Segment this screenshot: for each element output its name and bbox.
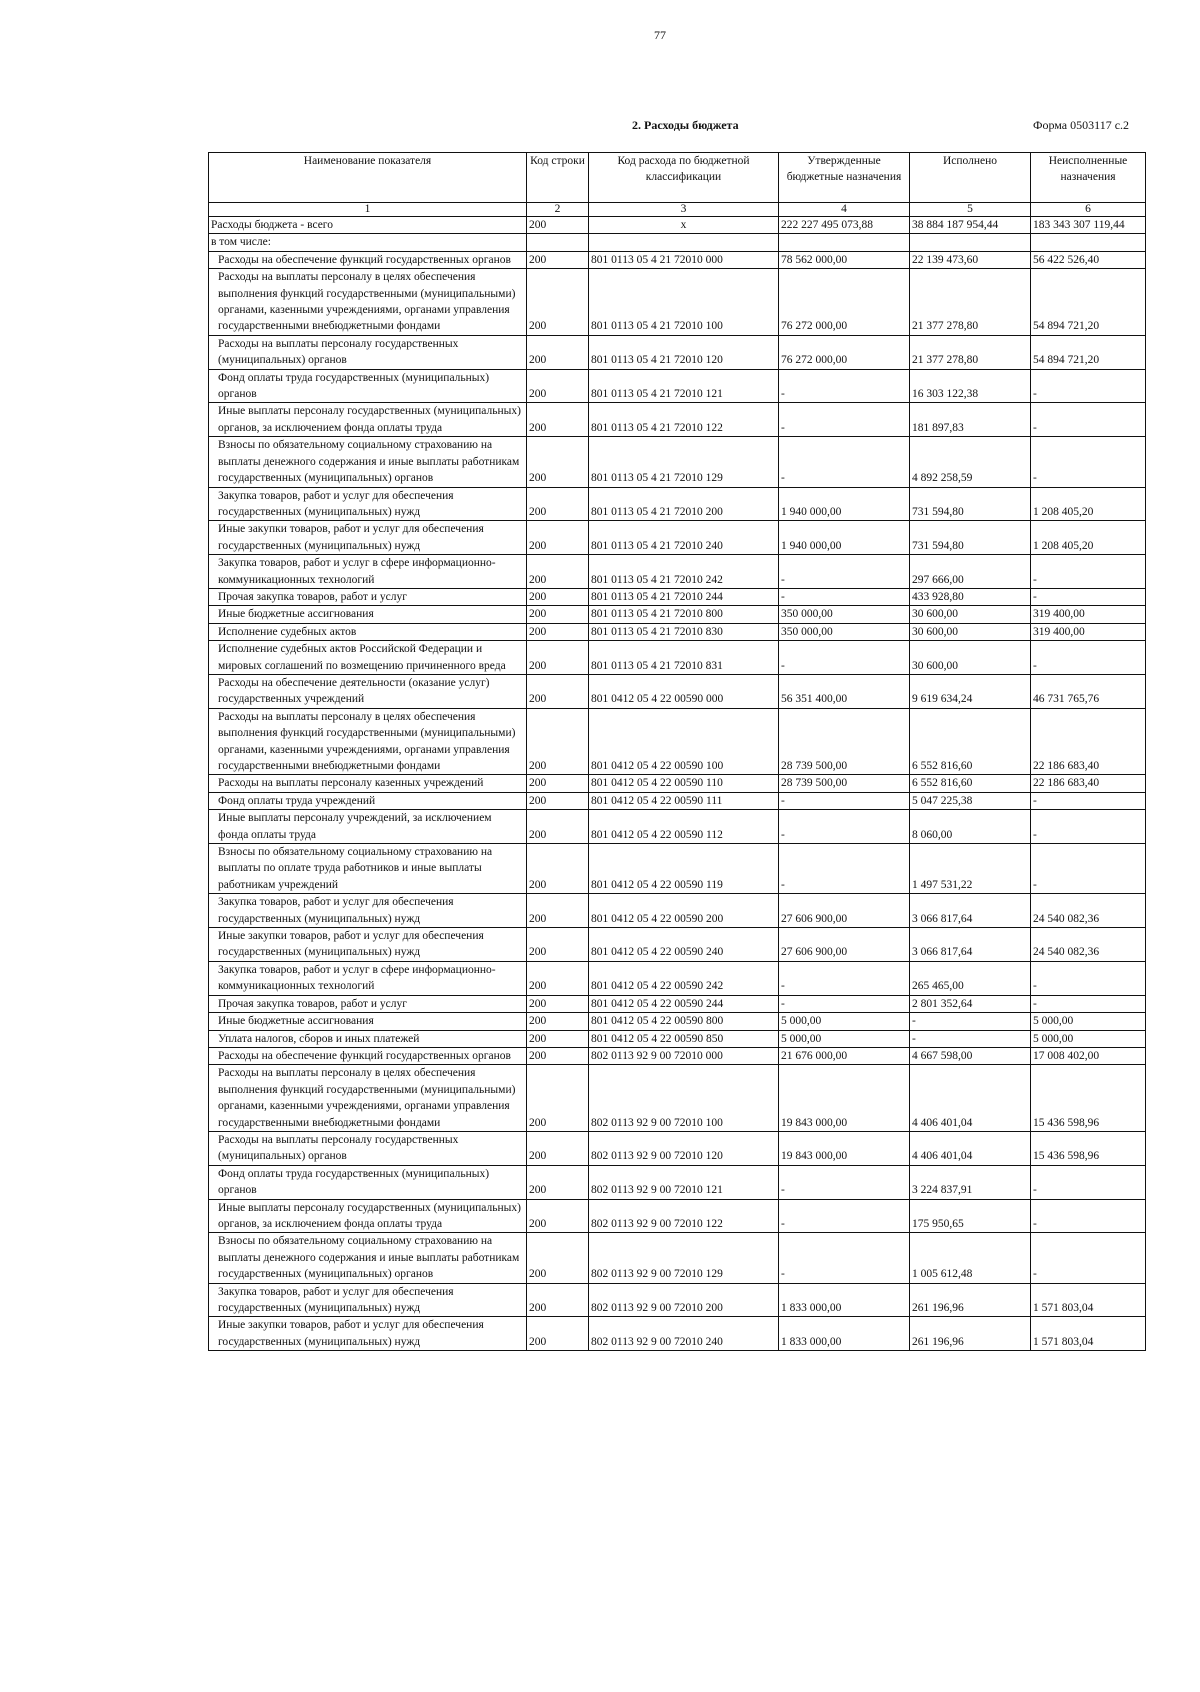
row-executed: 30 600,00: [910, 606, 1031, 623]
row-executed: 261 196,96: [910, 1283, 1031, 1317]
table-row: [209, 1317, 1146, 1351]
row-approved: 78 562 000,00: [779, 251, 910, 268]
row-kbk: 801 0113 05 4 21 72010 242: [589, 555, 779, 589]
row-code: 200: [527, 708, 589, 775]
row-code: 200: [527, 792, 589, 809]
row-unexecuted: 1 571 803,04: [1031, 1283, 1146, 1317]
row-executed: 5 047 225,38: [910, 792, 1031, 809]
row-code: 200: [527, 1283, 589, 1317]
row-executed: 175 950,65: [910, 1199, 1031, 1233]
row-executed: 30 600,00: [910, 623, 1031, 640]
row-approved: 27 606 900,00: [779, 928, 910, 962]
row-kbk: 801 0412 05 4 22 00590 200: [589, 894, 779, 928]
row-code: 200: [527, 928, 589, 962]
row-unexecuted: -: [1031, 555, 1146, 589]
row-name: Закупка товаров, работ и услуг для обеспечения государственных (муниципальных) нужд: [209, 894, 527, 928]
row-code: 200: [527, 217, 589, 234]
row-unexecuted: -: [1031, 995, 1146, 1012]
header-executed: Исполнено: [910, 153, 1031, 203]
subtitle-row: [209, 234, 1146, 251]
row-kbk: 801 0412 05 4 22 00590 242: [589, 961, 779, 995]
row-code: 200: [527, 369, 589, 403]
row-name: Исполнение судебных актов: [209, 623, 527, 640]
row-code: 200: [527, 1065, 589, 1132]
table-row: [209, 606, 1146, 623]
row-executed: 16 303 122,38: [910, 369, 1031, 403]
row-name: Расходы на выплаты персоналу в целях обеспечения выполнения функций государственными (муниципальными) органами, казенными учреждениями, органами управления государственными внебюджетными фондами: [209, 1065, 527, 1132]
row-name: Иные бюджетные ассигнования: [209, 1013, 527, 1030]
row-kbk: 802 0113 92 9 00 72010 122: [589, 1199, 779, 1233]
table-row: [209, 894, 1146, 928]
row-code: 200: [527, 674, 589, 708]
row-name: Иные закупки товаров, работ и услуг для обеспечения государственных (муниципальных) нужд: [209, 1317, 527, 1351]
table-row: [209, 403, 1146, 437]
table-row: [209, 961, 1146, 995]
row-approved: -: [779, 403, 910, 437]
row-unexecuted: 56 422 526,40: [1031, 251, 1146, 268]
row-approved: 350 000,00: [779, 606, 910, 623]
row-code: 200: [527, 641, 589, 675]
row-executed: 38 884 187 954,44: [910, 217, 1031, 234]
row-name: Прочая закупка товаров, работ и услуг: [209, 995, 527, 1012]
row-approved: 56 351 400,00: [779, 674, 910, 708]
row-kbk: 801 0113 05 4 21 72010 100: [589, 269, 779, 336]
row-executed: 297 666,00: [910, 555, 1031, 589]
row-executed: 8 060,00: [910, 810, 1031, 844]
row-executed: 731 594,80: [910, 487, 1031, 521]
table-row: [209, 1030, 1146, 1047]
row-kbk: 801 0113 05 4 21 72010 240: [589, 521, 779, 555]
row-code: 200: [527, 894, 589, 928]
row-executed: 6 552 816,60: [910, 708, 1031, 775]
row-approved: -: [779, 961, 910, 995]
row-kbk: 801 0412 05 4 22 00590 111: [589, 792, 779, 809]
row-name: Расходы на выплаты персоналу казенных учреждений: [209, 775, 527, 792]
row-executed: 1 497 531,22: [910, 844, 1031, 894]
table-row: [209, 369, 1146, 403]
row-name: Взносы по обязательному социальному страхованию на выплаты денежного содержания и иные выплаты работникам государственных (муниципальных) органов: [209, 437, 527, 487]
row-kbk: 802 0113 92 9 00 72010 200: [589, 1283, 779, 1317]
row-name: Закупка товаров, работ и услуг в сфере информационно-коммуникационных технологий: [209, 555, 527, 589]
row-unexecuted: -: [1031, 437, 1146, 487]
row-name: Расходы на выплаты персоналу в целях обеспечения выполнения функций государственными (муниципальными) органами, казенными учреждениями, органами управления государственными внебюджетными фондами: [209, 269, 527, 336]
row-approved: 222 227 495 073,88: [779, 217, 910, 234]
row-unexecuted: 24 540 082,36: [1031, 894, 1146, 928]
row-executed: 433 928,80: [910, 588, 1031, 605]
row-unexecuted: 319 400,00: [1031, 623, 1146, 640]
row-kbk: 801 0113 05 4 21 72010 000: [589, 251, 779, 268]
row-executed: 9 619 634,24: [910, 674, 1031, 708]
row-name: Иные выплаты персоналу государственных (муниципальных) органов, за исключением фонда оплаты труда: [209, 403, 527, 437]
table-row: [209, 1165, 1146, 1199]
row-name: Расходы на выплаты персоналу государственных (муниципальных) органов: [209, 1131, 527, 1165]
row-executed: 261 196,96: [910, 1317, 1031, 1351]
row-kbk: 802 0113 92 9 00 72010 100: [589, 1065, 779, 1132]
row-code: 200: [527, 269, 589, 336]
row-name: Иные выплаты персоналу учреждений, за исключением фонда оплаты труда: [209, 810, 527, 844]
row-unexecuted: -: [1031, 1165, 1146, 1199]
row-code: 200: [527, 1233, 589, 1283]
row-code: 200: [527, 623, 589, 640]
row-name: Расходы на обеспечение функций государственных органов: [209, 251, 527, 268]
row-executed: 181 897,83: [910, 403, 1031, 437]
row-approved: 19 843 000,00: [779, 1131, 910, 1165]
row-code: 200: [527, 961, 589, 995]
row-approved: 350 000,00: [779, 623, 910, 640]
table-row: [209, 437, 1146, 487]
row-approved: 1 940 000,00: [779, 487, 910, 521]
row-name: Взносы по обязательному социальному страхованию на выплаты по оплате труда работников и иные выплаты работникам учреждений: [209, 844, 527, 894]
row-approved: -: [779, 810, 910, 844]
row-code: 200: [527, 251, 589, 268]
row-approved: 1 833 000,00: [779, 1317, 910, 1351]
row-approved: -: [779, 995, 910, 1012]
row-executed: 731 594,80: [910, 521, 1031, 555]
row-executed: 6 552 816,60: [910, 775, 1031, 792]
row-approved: -: [779, 1233, 910, 1283]
row-name: Закупка товаров, работ и услуг для обеспечения государственных (муниципальных) нужд: [209, 487, 527, 521]
row-kbk: 801 0113 05 4 21 72010 831: [589, 641, 779, 675]
row-kbk: 801 0412 05 4 22 00590 110: [589, 775, 779, 792]
row-approved: -: [779, 1199, 910, 1233]
row-unexecuted: 17 008 402,00: [1031, 1047, 1146, 1064]
row-code: 200: [527, 606, 589, 623]
row-kbk: 801 0113 05 4 21 72010 129: [589, 437, 779, 487]
header-approved: Утвержденные бюджетные назначения: [779, 153, 910, 203]
row-code: 200: [527, 1317, 589, 1351]
expenses-table: [208, 152, 1146, 1351]
table-row: [209, 674, 1146, 708]
row-approved: -: [779, 369, 910, 403]
table-row: [209, 335, 1146, 369]
row-unexecuted: -: [1031, 961, 1146, 995]
row-approved: 28 739 500,00: [779, 708, 910, 775]
table-row: [209, 1131, 1146, 1165]
row-approved: 76 272 000,00: [779, 335, 910, 369]
row-code: 200: [527, 1165, 589, 1199]
row-code: 200: [527, 1013, 589, 1030]
row-kbk: 801 0412 05 4 22 00590 100: [589, 708, 779, 775]
row-unexecuted: 24 540 082,36: [1031, 928, 1146, 962]
row-approved: -: [779, 844, 910, 894]
row-name: Закупка товаров, работ и услуг для обеспечения государственных (муниципальных) нужд: [209, 1283, 527, 1317]
row-name: Иные закупки товаров, работ и услуг для обеспечения государственных (муниципальных) нужд: [209, 928, 527, 962]
row-unexecuted: 15 436 598,96: [1031, 1131, 1146, 1165]
row-code: 200: [527, 335, 589, 369]
row-name: Расходы бюджета - всего: [209, 217, 527, 234]
row-kbk: 802 0113 92 9 00 72010 120: [589, 1131, 779, 1165]
row-code: 200: [527, 437, 589, 487]
row-approved: 1 940 000,00: [779, 521, 910, 555]
table-row: [209, 1233, 1146, 1283]
row-name: Взносы по обязательному социальному страхованию на выплаты денежного содержания и иные выплаты работникам государственных (муниципальных) органов: [209, 1233, 527, 1283]
row-unexecuted: 5 000,00: [1031, 1030, 1146, 1047]
row-code: 200: [527, 403, 589, 437]
row-executed: 4 892 258,59: [910, 437, 1031, 487]
row-executed: 3 066 817,64: [910, 928, 1031, 962]
row-executed: 22 139 473,60: [910, 251, 1031, 268]
row-name: Прочая закупка товаров, работ и услуг: [209, 588, 527, 605]
row-unexecuted: 319 400,00: [1031, 606, 1146, 623]
row-kbk: 801 0113 05 4 21 72010 830: [589, 623, 779, 640]
row-kbk: x: [589, 217, 779, 234]
row-kbk: 801 0113 05 4 21 72010 120: [589, 335, 779, 369]
row-unexecuted: -: [1031, 1199, 1146, 1233]
row-unexecuted: 46 731 765,76: [1031, 674, 1146, 708]
col-number: 3: [589, 203, 779, 217]
row-name: Фонд оплаты труда государственных (муниципальных) органов: [209, 369, 527, 403]
row-unexecuted: -: [1031, 588, 1146, 605]
row-kbk: 801 0113 05 4 21 72010 800: [589, 606, 779, 623]
row-code: 200: [527, 995, 589, 1012]
row-approved: 19 843 000,00: [779, 1065, 910, 1132]
row-approved: -: [779, 437, 910, 487]
row-approved: -: [779, 588, 910, 605]
row-code: 200: [527, 487, 589, 521]
row-name: Расходы на выплаты персоналу государственных (муниципальных) органов: [209, 335, 527, 369]
row-name: Фонд оплаты труда учреждений: [209, 792, 527, 809]
table-row: [209, 844, 1146, 894]
row-unexecuted: 183 343 307 119,44: [1031, 217, 1146, 234]
table-row: [209, 641, 1146, 675]
row-kbk: 802 0113 92 9 00 72010 000: [589, 1047, 779, 1064]
row-name: Фонд оплаты труда государственных (муниципальных) органов: [209, 1165, 527, 1199]
row-unexecuted: -: [1031, 641, 1146, 675]
row-unexecuted: -: [1031, 792, 1146, 809]
row-kbk: 802 0113 92 9 00 72010 240: [589, 1317, 779, 1351]
row-name: Расходы на обеспечение функций государственных органов: [209, 1047, 527, 1064]
row-unexecuted: 1 208 405,20: [1031, 521, 1146, 555]
row-approved: 76 272 000,00: [779, 269, 910, 336]
row-unexecuted: -: [1031, 403, 1146, 437]
row-unexecuted: -: [1031, 369, 1146, 403]
row-unexecuted: 5 000,00: [1031, 1013, 1146, 1030]
form-label: Форма 0503117 с.2: [1033, 118, 1130, 132]
row-approved: 5 000,00: [779, 1030, 910, 1047]
row-kbk: 802 0113 92 9 00 72010 129: [589, 1233, 779, 1283]
row-executed: 3 224 837,91: [910, 1165, 1031, 1199]
row-approved: -: [779, 641, 910, 675]
row-unexecuted: 54 894 721,20: [1031, 335, 1146, 369]
row-kbk: 801 0412 05 4 22 00590 244: [589, 995, 779, 1012]
table-row: [209, 1065, 1146, 1132]
row-kbk: 801 0113 05 4 21 72010 121: [589, 369, 779, 403]
row-code: 200: [527, 1047, 589, 1064]
row-unexecuted: 1 571 803,04: [1031, 1317, 1146, 1351]
col-number: 1: [209, 203, 527, 217]
row-unexecuted: 1 208 405,20: [1031, 487, 1146, 521]
header-kbk: Код расхода по бюджетной классификации: [589, 153, 779, 203]
row-executed: 4 406 401,04: [910, 1131, 1031, 1165]
table-row: [209, 1013, 1146, 1030]
row-kbk: 802 0113 92 9 00 72010 121: [589, 1165, 779, 1199]
row-kbk: 801 0412 05 4 22 00590 240: [589, 928, 779, 962]
row-unexecuted: -: [1031, 810, 1146, 844]
table-row: [209, 588, 1146, 605]
header-unexecuted: Неисполненные назначения: [1031, 153, 1146, 203]
row-approved: -: [779, 555, 910, 589]
table-row: [209, 792, 1146, 809]
row-code: 200: [527, 1131, 589, 1165]
row-name: Иные закупки товаров, работ и услуг для обеспечения государственных (муниципальных) нужд: [209, 521, 527, 555]
row-kbk: 801 0412 05 4 22 00590 000: [589, 674, 779, 708]
row-unexecuted: -: [1031, 844, 1146, 894]
row-code: 200: [527, 588, 589, 605]
row-kbk: 801 0113 05 4 21 72010 244: [589, 588, 779, 605]
row-name: Иные бюджетные ассигнования: [209, 606, 527, 623]
row-kbk: 801 0412 05 4 22 00590 800: [589, 1013, 779, 1030]
row-name: Уплата налогов, сборов и иных платежей: [209, 1030, 527, 1047]
row-code: 200: [527, 1199, 589, 1233]
row-executed: 265 465,00: [910, 961, 1031, 995]
row-name: Иные выплаты персоналу государственных (муниципальных) органов, за исключением фонда оплаты труда: [209, 1199, 527, 1233]
table-row: [209, 251, 1146, 268]
row-code: 200: [527, 775, 589, 792]
header-code: Код строки: [527, 153, 589, 203]
row-executed: 1 005 612,48: [910, 1233, 1031, 1283]
row-executed: -: [910, 1013, 1031, 1030]
row-code: 200: [527, 844, 589, 894]
row-kbk: 801 0412 05 4 22 00590 850: [589, 1030, 779, 1047]
row-executed: 30 600,00: [910, 641, 1031, 675]
table-row: [209, 775, 1146, 792]
row-executed: 21 377 278,80: [910, 335, 1031, 369]
table-row: [209, 708, 1146, 775]
table-row: [209, 1047, 1146, 1064]
table-row: [209, 521, 1146, 555]
row-approved: 28 739 500,00: [779, 775, 910, 792]
subtitle: в том числе:: [209, 234, 527, 251]
row-code: 200: [527, 810, 589, 844]
row-unexecuted: -: [1031, 1233, 1146, 1283]
row-approved: 1 833 000,00: [779, 1283, 910, 1317]
table-row: [209, 487, 1146, 521]
col-number: 5: [910, 203, 1031, 217]
row-approved: -: [779, 1165, 910, 1199]
table-row: [209, 555, 1146, 589]
col-number: 4: [779, 203, 910, 217]
row-kbk: 801 0412 05 4 22 00590 112: [589, 810, 779, 844]
header-name: Наименование показателя: [209, 153, 527, 203]
row-name: Расходы на выплаты персоналу в целях обеспечения выполнения функций государственными (муниципальными) органами, казенными учреждениями, органами управления государственными внебюджетными фондами: [209, 708, 527, 775]
row-name: Закупка товаров, работ и услуг в сфере информационно-коммуникационных технологий: [209, 961, 527, 995]
total-row: [209, 217, 1146, 234]
row-unexecuted: 15 436 598,96: [1031, 1065, 1146, 1132]
row-approved: -: [779, 792, 910, 809]
row-approved: 5 000,00: [779, 1013, 910, 1030]
row-kbk: 801 0412 05 4 22 00590 119: [589, 844, 779, 894]
row-approved: 21 676 000,00: [779, 1047, 910, 1064]
col-number: 6: [1031, 203, 1146, 217]
table-row: [209, 623, 1146, 640]
row-approved: 27 606 900,00: [779, 894, 910, 928]
row-name: Расходы на обеспечение деятельности (оказание услуг) государственных учреждений: [209, 674, 527, 708]
page-number: 77: [654, 28, 666, 42]
row-executed: 2 801 352,64: [910, 995, 1031, 1012]
table-row: [209, 928, 1146, 962]
row-kbk: 801 0113 05 4 21 72010 122: [589, 403, 779, 437]
table-row: [209, 1199, 1146, 1233]
table-row: [209, 995, 1146, 1012]
table-row: [209, 269, 1146, 336]
row-unexecuted: 54 894 721,20: [1031, 269, 1146, 336]
row-executed: -: [910, 1030, 1031, 1047]
row-executed: 4 667 598,00: [910, 1047, 1031, 1064]
row-code: 200: [527, 1030, 589, 1047]
table-row: [209, 810, 1146, 844]
section-title: 2. Расходы бюджета: [632, 118, 739, 132]
row-kbk: 801 0113 05 4 21 72010 200: [589, 487, 779, 521]
row-code: 200: [527, 521, 589, 555]
row-executed: 4 406 401,04: [910, 1065, 1031, 1132]
row-unexecuted: 22 186 683,40: [1031, 708, 1146, 775]
row-executed: 21 377 278,80: [910, 269, 1031, 336]
row-name: Исполнение судебных актов Российской Федерации и мировых соглашений по возмещению причиненного вреда: [209, 641, 527, 675]
table-row: [209, 1283, 1146, 1317]
row-executed: 3 066 817,64: [910, 894, 1031, 928]
col-number: 2: [527, 203, 589, 217]
row-code: 200: [527, 555, 589, 589]
row-unexecuted: 22 186 683,40: [1031, 775, 1146, 792]
